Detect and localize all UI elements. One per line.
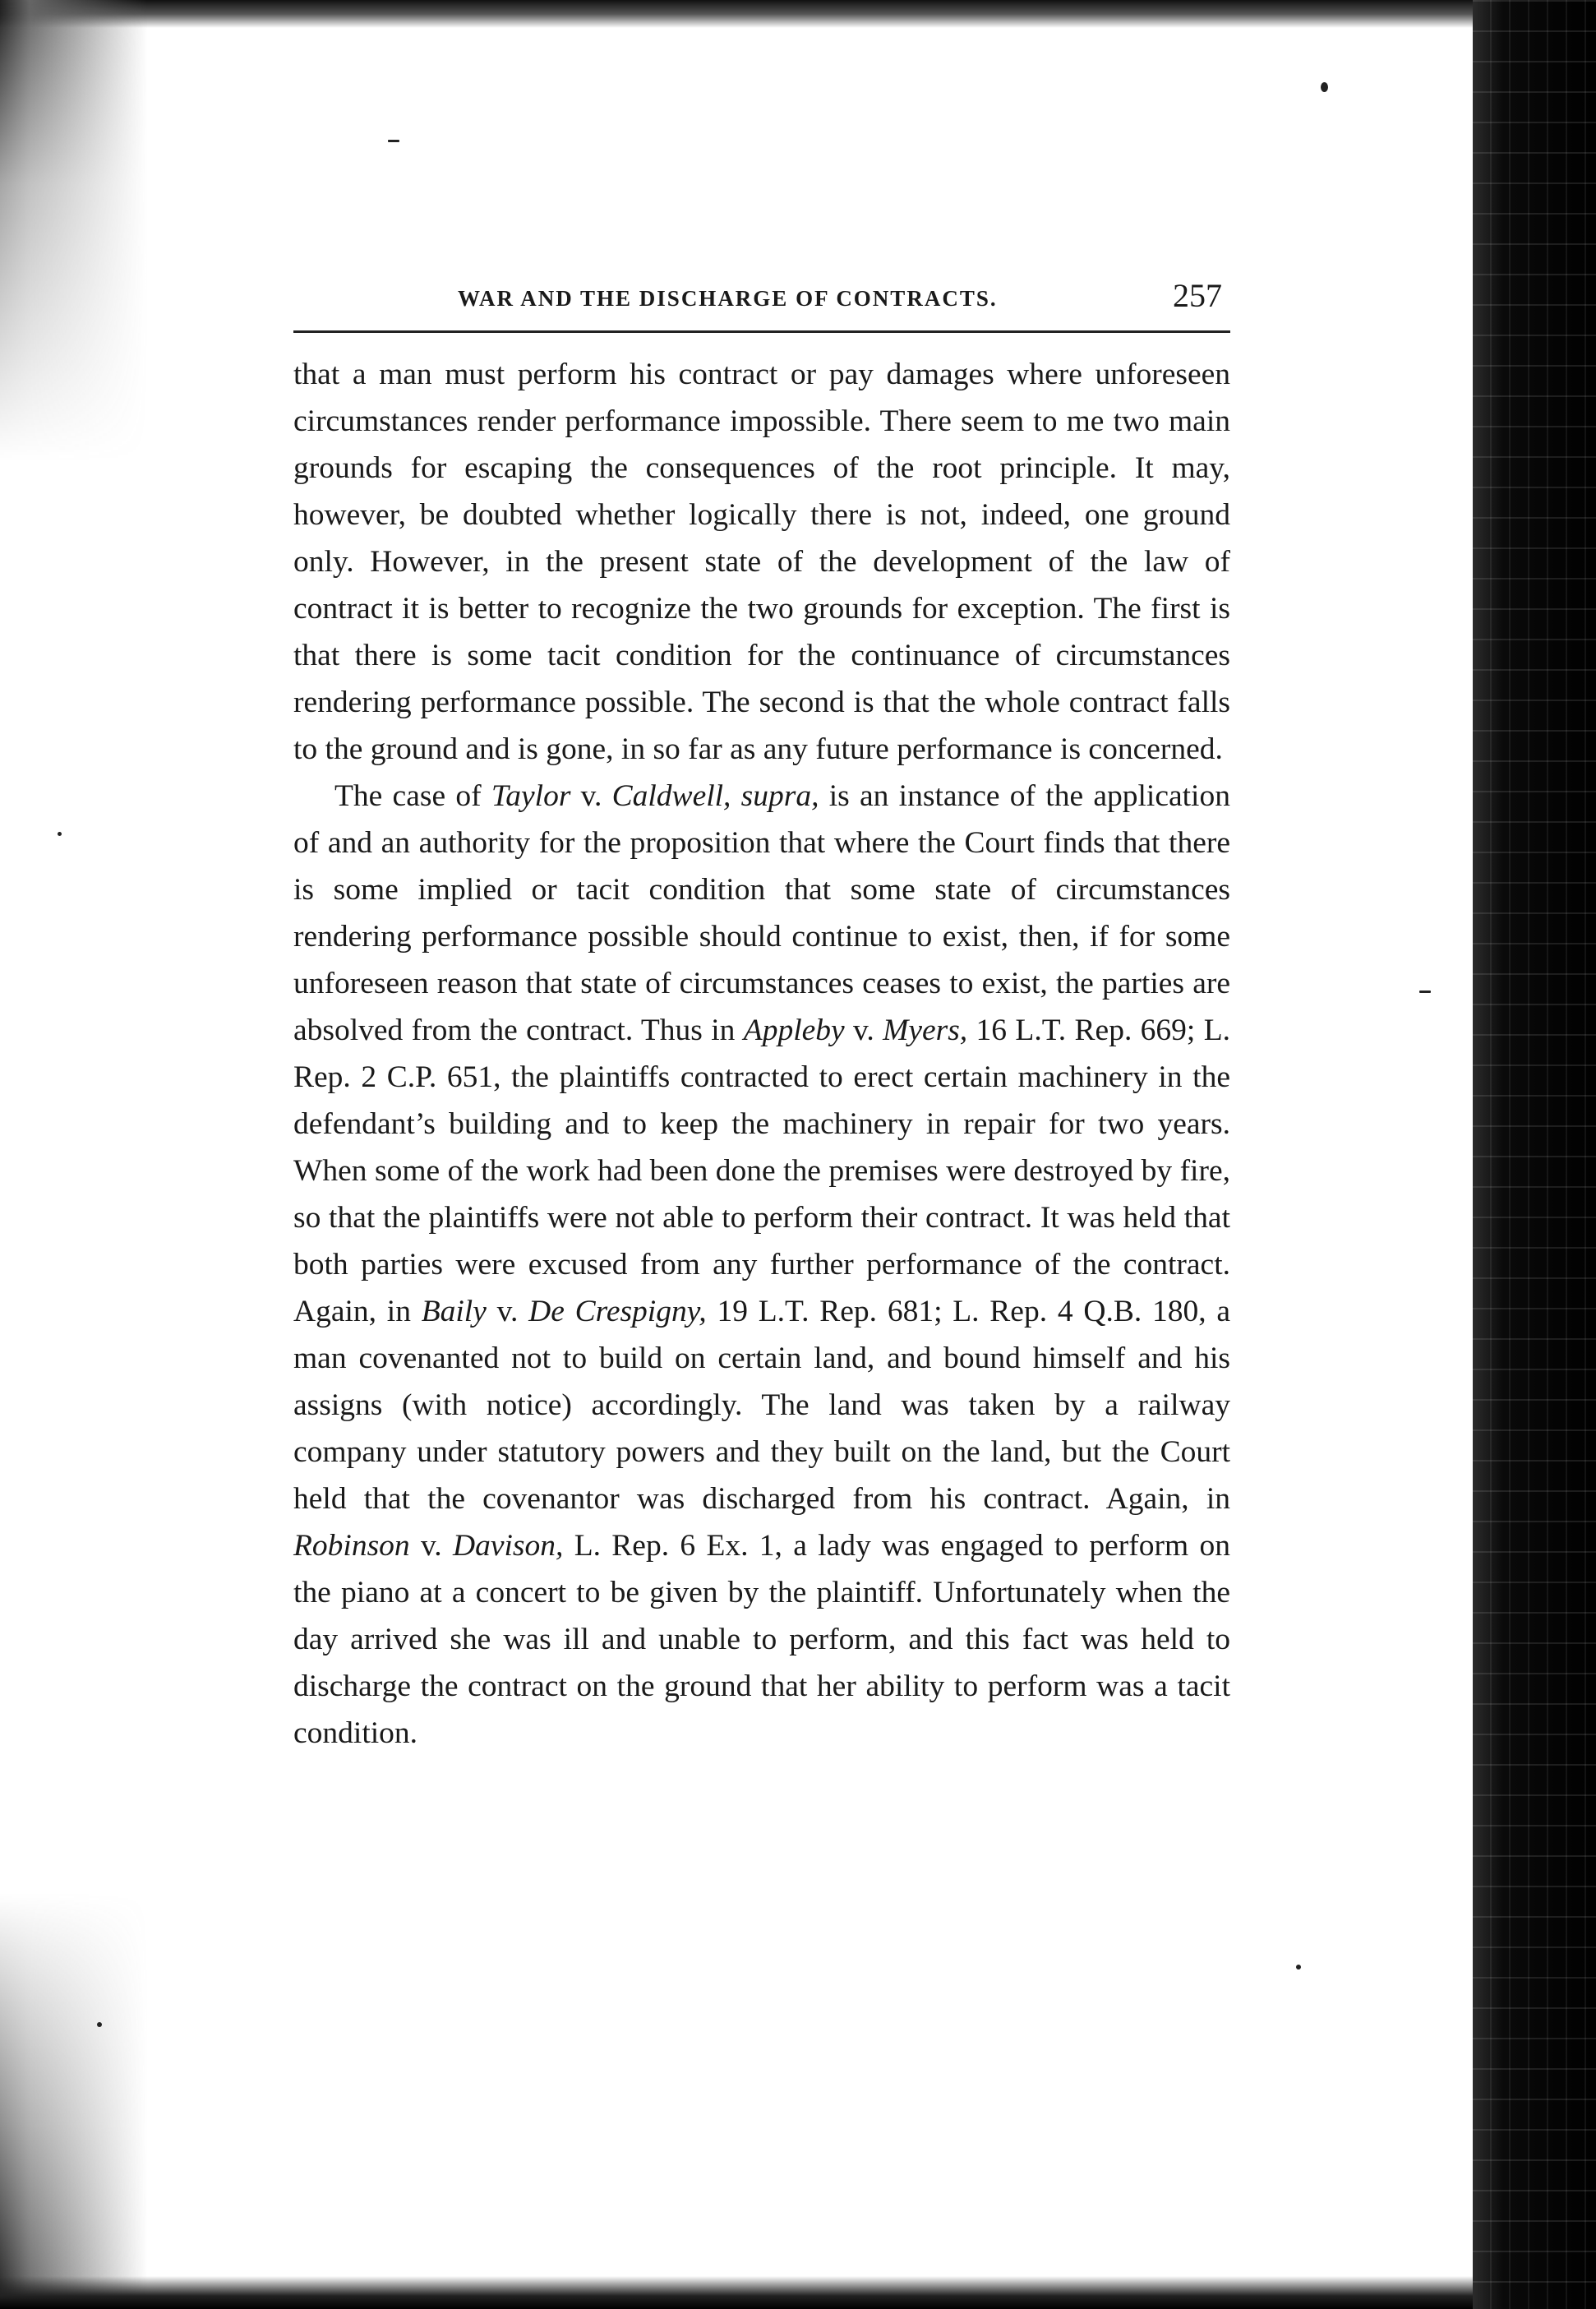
scan-speck xyxy=(1419,991,1431,993)
running-head xyxy=(293,271,1230,329)
scan-speck xyxy=(58,832,62,836)
case-name: Taylor xyxy=(491,779,571,813)
scan-border-bottom xyxy=(0,2276,1596,2309)
paragraph-2 xyxy=(293,773,1230,1757)
case-name: Appleby xyxy=(743,1014,845,1047)
scan-speck xyxy=(97,2022,102,2027)
page-number: 257 xyxy=(1173,277,1222,314)
scan-border-right-speckle xyxy=(1473,0,1596,2309)
text-run: L. Rep. 6 Ex. 1, a lady was engaged to perform on the piano at a concert to be given by the plaintiff. Unfortunately when the day arrived she was ill and unable to perform, and this fact was held to discharge the contract on the ground that her ability to perform was a tacit condition. xyxy=(293,1529,1230,1750)
scan-border-top xyxy=(0,0,1596,28)
text-run: 16 L.T. Rep. 669; L. Rep. 2 C.P. 651, the plaintiffs contracted to erect certain machinery in the defendant’s building and to keep the machinery in repair for two years. When some of the work had been done the premises were destroyed by fire, so that the plaintiffs were not able to perform their contract. It was held that both parties were excused from any further performance of the contract. Again, in xyxy=(293,1014,1230,1328)
text-run: 19 L.T. Rep. 681; L. Rep. 4 Q.B. 180, a man covenanted not to build on certain land, and bound himself and his assigns (with notice) accordingly. The land was taken by a railway company under statutory powers and they built on the land, but the Court held that the covenantor was discharged from his contract. Again, in xyxy=(293,1295,1231,1516)
text-run: The case of xyxy=(334,779,491,813)
case-name: Myers, xyxy=(883,1014,968,1047)
text-run: v. xyxy=(486,1295,529,1328)
text-run: is an instance of the application of and an authority for the proposition that where the Court finds that there is some implied or tacit condition that some state of circumstances rendering performance possible should continue to exist, then, if for some unforeseen reason that state of circumstances ceases to exist, the parties are absolved from the contract. Thus in xyxy=(293,779,1230,1047)
case-name: Baily xyxy=(421,1295,487,1328)
text-run: v. xyxy=(844,1014,883,1047)
scan-speck xyxy=(1296,1965,1301,1970)
case-name: Caldwell, supra, xyxy=(611,779,819,813)
paragraph-1: that a man must perform his contract or pay damages where unforeseen circumstances render performance impossible. There seem to me two main grounds for escaping the consequences of the root principle. It may, however, be doubted whether logically there is not, indeed, one ground only. However, in the present state of the development of the law of contract it is better to recognize the two grounds for exception. The first is that there is some tacit condition for the continuance of circumstances rendering performance possible. The second is that the whole contract falls to the ground and is gone, in so far as any future performance is concerned. xyxy=(293,358,1230,766)
book-page xyxy=(293,271,1230,1757)
text-run: v. xyxy=(570,779,612,813)
text-run: v. xyxy=(409,1529,453,1563)
header-rule xyxy=(293,330,1230,333)
running-title: WAR AND THE DISCHARGE OF CONTRACTS. xyxy=(458,286,998,311)
scan-speck xyxy=(388,140,399,142)
case-name: Davison, xyxy=(453,1529,564,1563)
case-name: Robinson xyxy=(293,1529,410,1563)
case-name: De Crespigny, xyxy=(528,1295,707,1328)
body-text xyxy=(293,351,1230,1757)
scan-border-left xyxy=(0,0,148,2309)
scan-speck xyxy=(1321,82,1328,92)
